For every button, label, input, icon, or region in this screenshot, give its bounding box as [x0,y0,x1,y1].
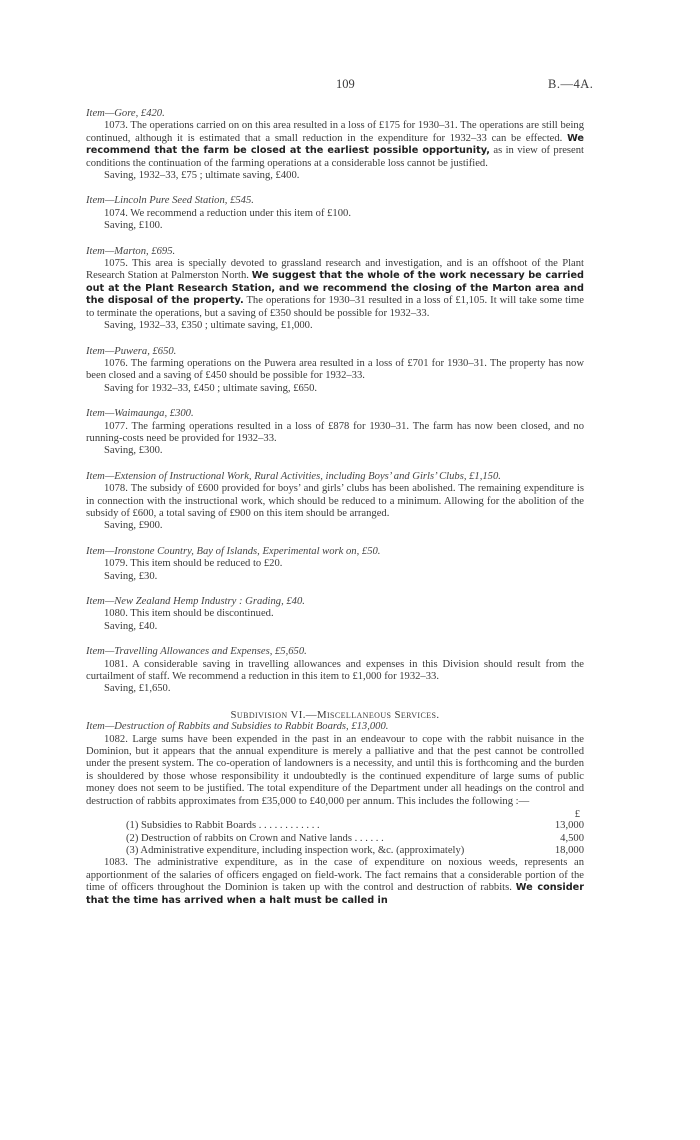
final-paragraph-block [86,857,584,907]
list-item: (2) Destruction of rabbits on Crown and Native lands . . . . . . 4,500 [126,832,584,844]
section-marton [86,246,584,333]
amount: 18,000 [554,844,584,856]
paragraph-1079: 1079. This item should be reduced to £20. [104,558,283,570]
section-extension [86,471,584,533]
list-item: (3) Administrative expenditure, including inspection work, &c. (approximately) 18,000 [126,844,584,856]
section-lincoln [86,195,584,232]
item-heading: Item—Travelling Allowances and Expenses, £5,650. [86,646,307,658]
saving-line: Saving, £40. [104,620,158,632]
item-heading: Item—Waimaunga, £300. [86,408,194,420]
currency-unit: £ [574,809,580,821]
section-hemp [86,596,584,633]
amount: 4,500 [560,832,584,844]
saving-line: Saving, £30. [104,570,158,582]
recommendation-text: We consider that the time has arrived when a halt must be called in [86,882,584,906]
expenditure-list [126,820,584,857]
paragraph-1080: 1080. This item should be discontinued. [104,608,274,620]
item-heading: Item—Gore, £420. [86,108,165,119]
section-gore [86,108,584,182]
saving-line: Saving, £300. [104,445,163,457]
item-heading: Item—Marton, £695. [86,245,176,257]
paragraph-1074: 1074. We recommend a reduction under this item of £100. [104,207,351,219]
document-series: B.—4A. [548,77,594,91]
paragraph-1073: 1073. The operations carried on on this area resulted in a loss of £175 for 1930–31. The operations are still being continued, although it is estimated that a small reduction in the expenditure for 1932–33 can be effected. We recommend that the farm be closed at the earliest possible opportunity, as in view of present conditions the continuation of the farming operations at a considerable loss cannot be justified. [86,120,584,169]
paragraph-1081: 1081. A considerable saving in travelling allowances and expenses in this Division should result from the curtailment of staff. We recommend a reduction in this item to £1,000 for 1932–33. [86,658,584,683]
item-heading: Item—Lincoln Pure Seed Station, £545. [86,195,254,207]
saving-line: Saving, 1932–33, £75 ; ultimate saving, £400. [104,170,300,182]
page-number: 109 [336,77,355,91]
recommendation-text: We recommend that the farm be closed at the earliest possible opportunity, [86,132,584,157]
paragraph-1075: 1075. This area is specially devoted to grassland research and investigation, and is an offshoot of the Plant Research Station at Palmerston North. We suggest that the whole of the work necessary be carried out at the Plant Research Station, and we recommend the closing of the Marton area and the disposal of the property. The operations for 1930–31 resulted in a loss of £1,105. It will take some time to terminate the operations, but a saving of £350 should be possible for 1932–33. [86,258,584,319]
item-heading: Item—Ironstone Country, Bay of Islands, Experimental work on, £50. [86,545,381,557]
section-puwera [86,346,584,396]
saving-line: Saving, £900. [104,520,163,532]
amount: 13,000 [554,820,584,832]
section-travelling [86,646,584,696]
subdivision-title: Subdivision VI.—Miscellaneous Services. [230,708,440,721]
list-item: (1) Subsidies to Rabbit Boards . . . . . . . . . . . . 13,000 [126,820,584,832]
paragraph-1082: 1082. Large sums have been expended in the past in an endeavour to cope with the rabbit nuisance in the Dominion, but it appears that the annual expenditure is merely a palliative and that the pest cannot be controlled under the present system. The co-operation of landowners is a necessity, and until this is forthcoming and the burden is shouldered by those whose responsibility it undoubtedly is the continued expenditure of large sums of public money does not seem to be justified. The total expenditure of the Department under all headings on the control and destruction of rabbits approximates from £35,000 to £40,000 per annum. This includes the following :— [86,733,584,807]
saving-line: Saving, 1932–33, £350 ; ultimate saving, £1,000. [104,320,313,332]
paragraph-1077: 1077. The farming operations resulted in a loss of £878 for 1930–31. The farm has now been closed, and no running-costs need be provided for 1932–33. [86,420,584,444]
item-heading: Item—Destruction of Rabbits and Subsidies to Rabbit Boards, £13,000. [86,721,389,733]
paragraph-1078: 1078. The subsidy of £600 provided for boys’ and girls’ clubs has been abolished. The remaining expenditure is in connection with the instructional work, which should be reduced to a minimum. Allowing for the abolition of the subsidy of £600, a total saving of £900 on this item should be arranged. [86,483,584,519]
paragraph-1083: 1083. The administrative expenditure, as in the case of expenditure on noxious weeds, represents an apportionment of the salaries of officers engaged on field-work. The fact remains that a considerable portion of the time of officers throughout the Dominion is taken up with the control and destruction of rabbits. We consider that the time has arrived when a halt must be called in [86,857,584,906]
recommendation-text: We suggest that the whole of the work necessary be carried out at the Plant Research Station, and we recommend the closing of the Marton area and the disposal of the property. [86,270,584,307]
paragraph-1076: 1076. The farming operations on the Puwera area resulted in a loss of £701 for 1930–31. The property has now been closed and a saving of £450 should be possible for 1932–33. [86,357,584,382]
saving-line: Saving for 1932–33, £450 ; ultimate saving, £650. [104,382,318,394]
saving-line: Saving, £1,650. [104,683,171,695]
item-heading: Item—New Zealand Hemp Industry : Grading, £40. [86,596,305,607]
item-heading: Item—Puwera, £650. [86,345,177,357]
page-body [86,108,584,907]
item-heading: Item—Extension of Instructional Work, Rural Activities, including Boys’ and Girls’ Clubs, £1,150. [86,470,501,482]
section-waimaunga [86,408,584,458]
saving-line: Saving, £100. [104,220,163,232]
section-ironstone [86,546,584,583]
